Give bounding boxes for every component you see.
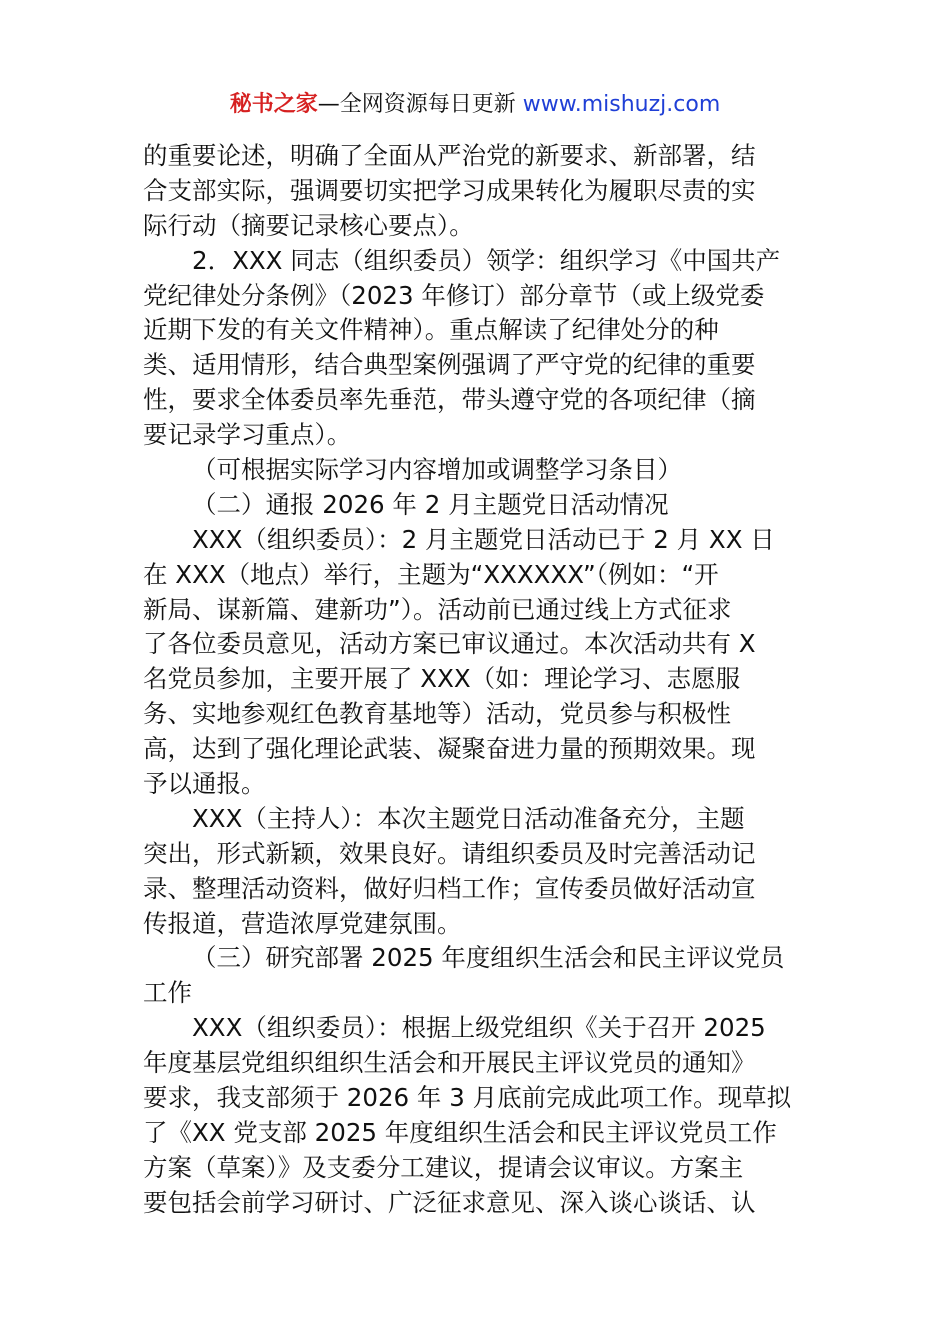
banner-url[interactable]: www.mishuzj.com [522, 92, 721, 117]
text-line: 近期下发的有关文件精神）。重点解读了纪律处分的种 [143, 315, 719, 345]
text-line: 要求，我支部须于 2026 年 3 月底前完成此项工作。现草拟 [143, 1083, 792, 1113]
text-line: 合支部实际，强调要切实把学习成果转化为履职尽责的实 [143, 175, 756, 205]
text-line: 了各位委员意见，活动方案已审议通过。本次活动共有 X [143, 629, 756, 659]
text-line: XXX（主持人）：本次主题党日活动准备充分，主题 [192, 803, 745, 833]
section-heading: （三）研究部署 2025 年度组织生活会和民主评议党员 [192, 943, 785, 973]
text-line: 新局、谋新篇、建新功”）。活动前已通过线上方式征求 [143, 594, 732, 624]
text-line: 2．XXX 同志（组织委员）领学：组织学习《中国共产 [192, 245, 781, 275]
text-line: 在 XXX（地点）举行，主题为“XXXXXX”（例如：“开 [143, 559, 719, 589]
site-banner [0, 90, 950, 120]
text-line: 党纪律处分条例》（2023 年修订）部分章节（或上级党委 [143, 280, 765, 310]
section-heading: （二）通报 2026 年 2 月主题党日活动情况 [192, 489, 669, 519]
text-line: 突出，形式新颖，效果良好。请组织委员及时完善活动记 [143, 838, 756, 868]
text-line: 际行动（摘要记录核心要点）。 [143, 210, 474, 240]
text-line: 类、适用情形，结合典型案例强调了严守党的纪律的重要 [143, 350, 756, 380]
banner-brand: 秘书之家 [229, 92, 318, 117]
text-line: 年度基层党组织组织生活会和开展民主评议党员的通知》 [143, 1048, 756, 1078]
text-line: 高，达到了强化理论武装、凝聚奋进力量的预期效果。现 [143, 734, 756, 764]
text-line: 要记录学习重点）。 [143, 420, 352, 450]
document-body [143, 139, 807, 1221]
banner-tagline: —全网资源每日更新 [317, 92, 523, 117]
text-line: 务、实地参观红色教育基地等）活动，党员参与积极性 [143, 699, 731, 729]
text-line: XXX（组织委员）：根据上级党组织《关于召开 2025 [192, 1013, 766, 1043]
text-line: 予以通报。 [143, 769, 266, 799]
text-line: XXX（组织委员）：2 月主题党日活动已于 2 月 XX 日 [192, 524, 775, 554]
text-line: 要包括会前学习研讨、广泛征求意见、深入谈心谈话、认 [143, 1187, 756, 1217]
text-line: 传报道，营造浓厚党建氛围。 [143, 908, 462, 938]
text-line: （可根据实际学习内容增加或调整学习条目） [192, 455, 682, 485]
text-line: 了《XX 党支部 2025 年度组织生活会和民主评议党员工作 [143, 1117, 777, 1147]
text-line: 方案（草案）》及支委分工建议，提请会议审议。方案主 [143, 1152, 744, 1182]
text-line: 录、整理活动资料，做好归档工作；宣传委员做好活动宣 [143, 873, 756, 903]
section-heading: 工作 [143, 978, 192, 1008]
text-line: 性，要求全体委员率先垂范，带头遵守党的各项纪律（摘 [143, 385, 756, 415]
text-line: 名党员参加，主要开展了 XXX（如：理论学习、志愿服 [143, 664, 741, 694]
text-line: 的重要论述，明确了全面从严治党的新要求、新部署，结 [143, 141, 756, 170]
